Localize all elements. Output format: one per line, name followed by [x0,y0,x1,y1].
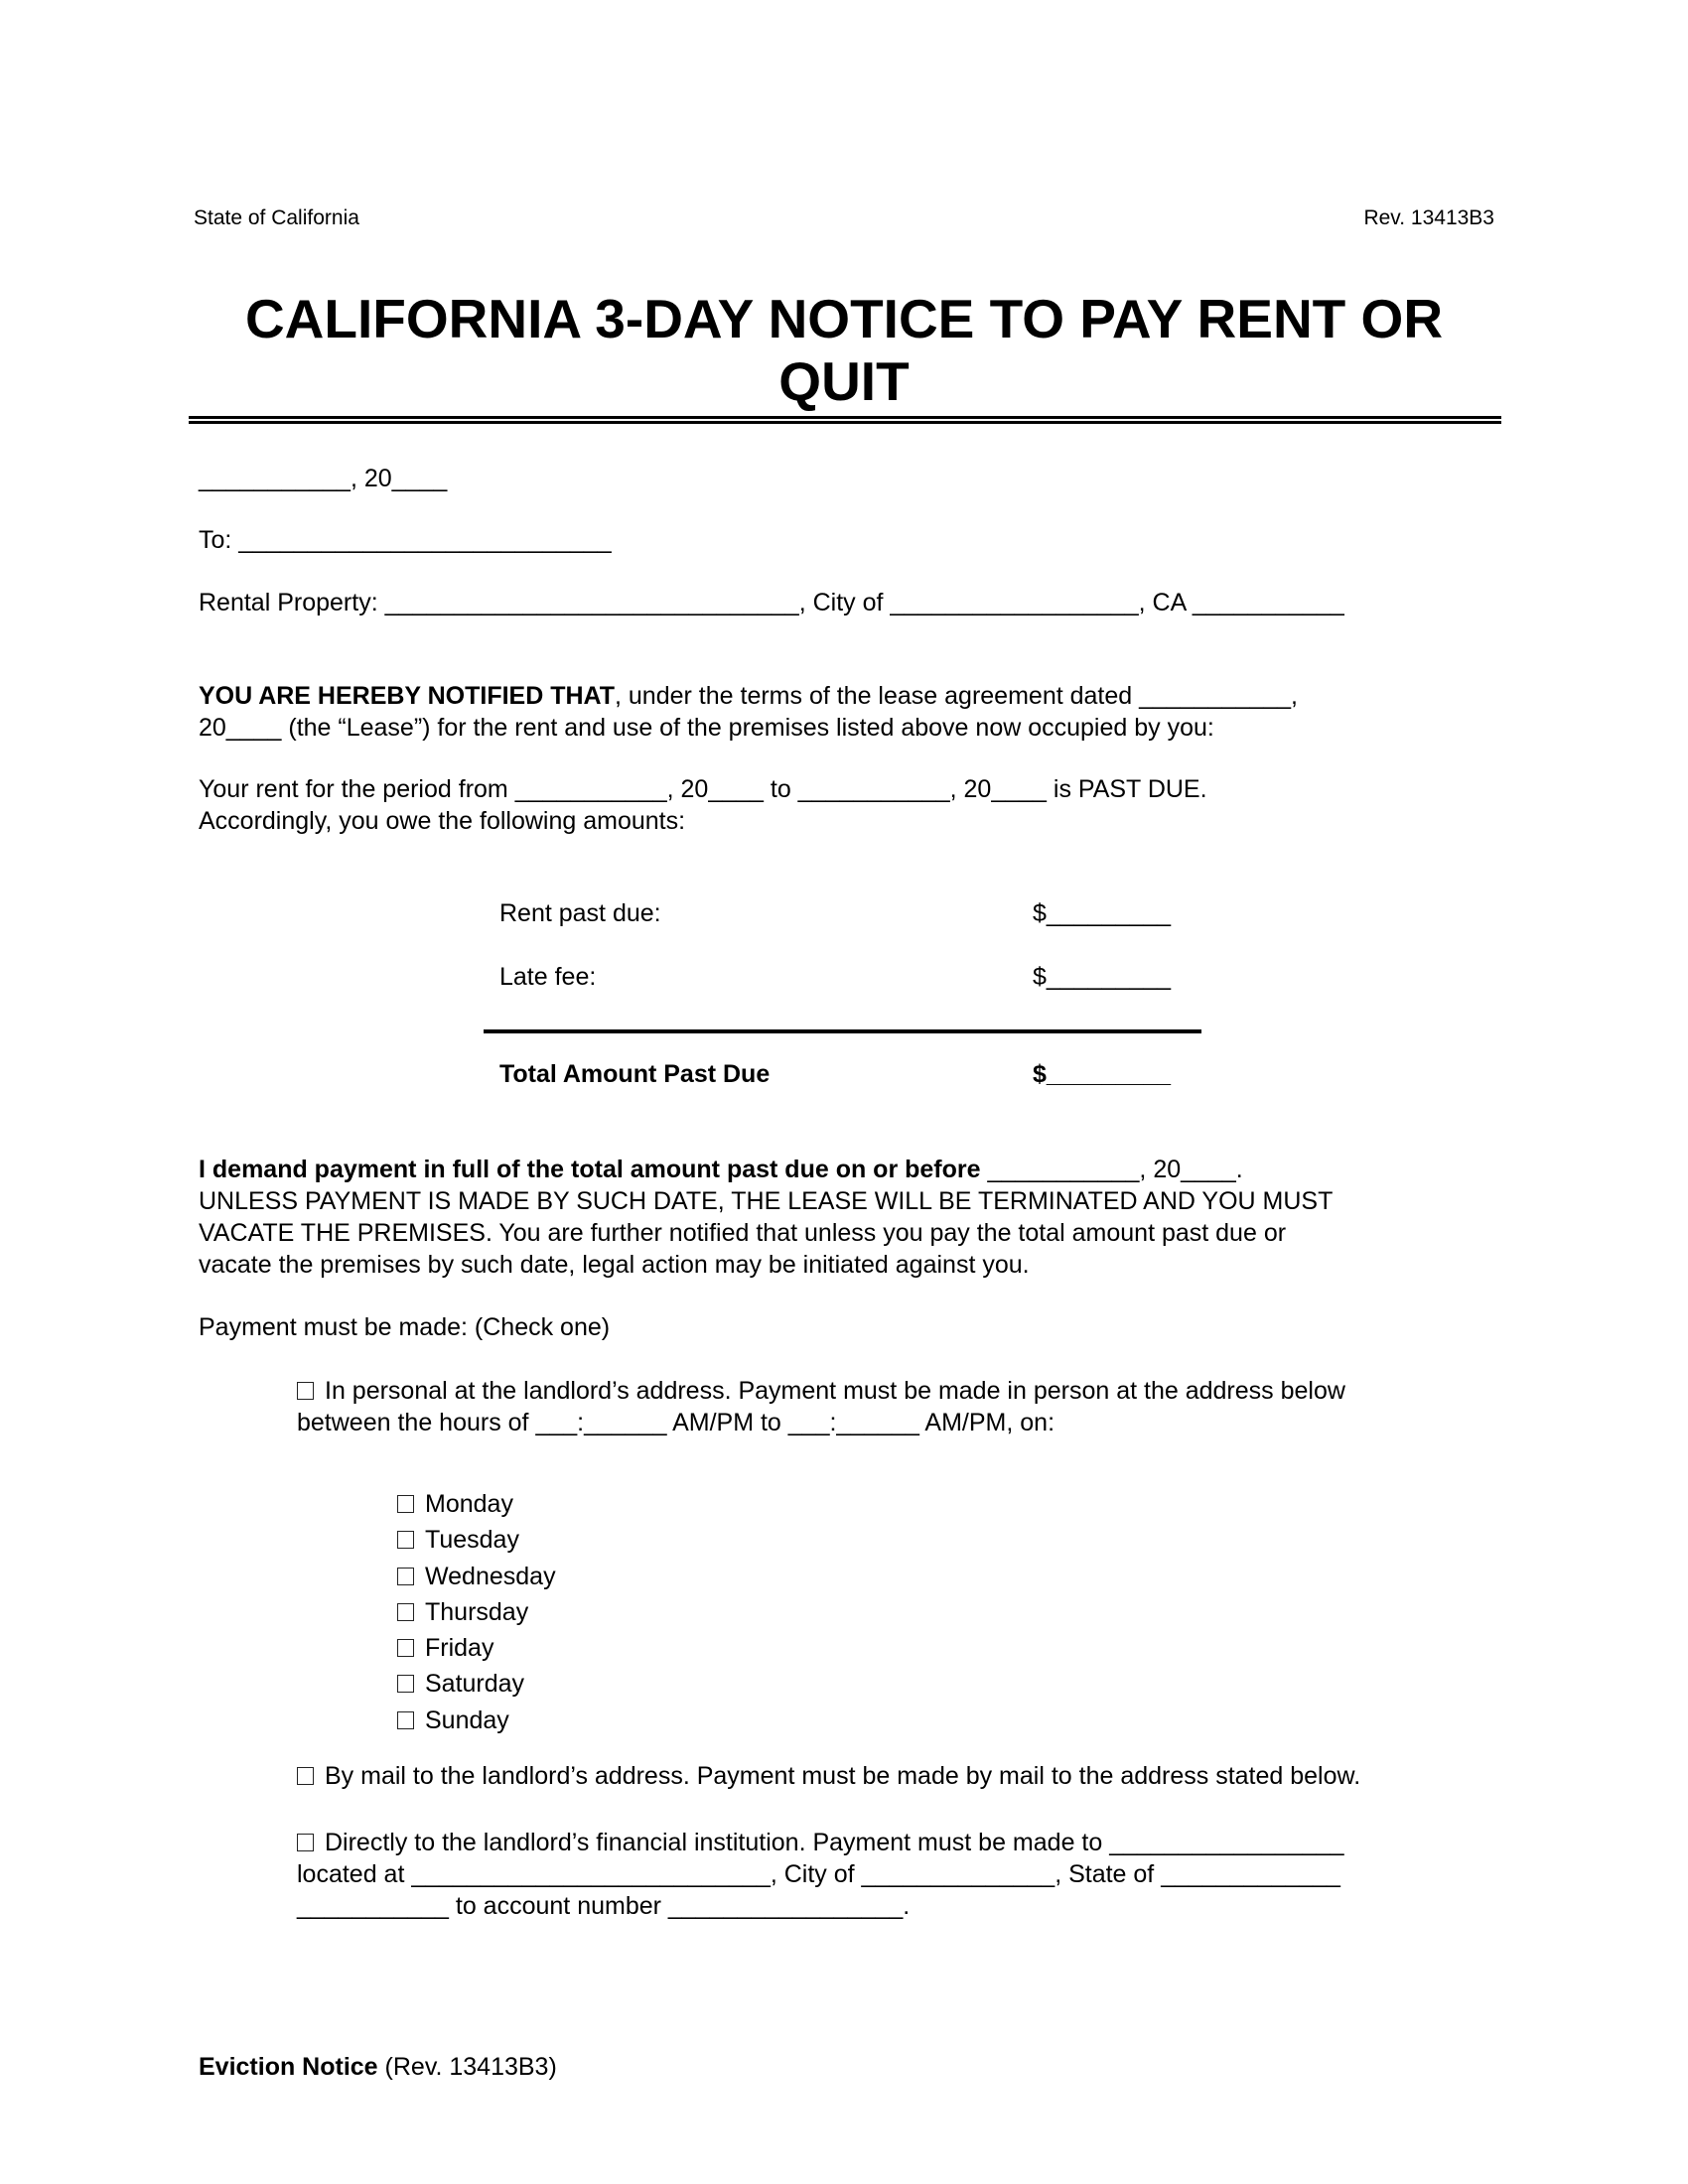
sunday-checkbox[interactable] [397,1711,414,1729]
to-field[interactable]: To: ___________________________ [199,526,612,554]
notice-lead: YOU ARE HEREBY NOTIFIED THAT [199,682,616,710]
day-label: Sunday [425,1706,509,1734]
title-line-2: QUIT [778,350,910,412]
day-label: Saturday [425,1670,525,1699]
in-person-line-1: In personal at the landlord’s address. Payment must be made in person at the address below [325,1377,1345,1405]
title-rule-bottom [189,421,1501,424]
financial-line-3[interactable]: ___________ to account number _________________. [297,1892,911,1920]
option-in-person [297,1375,1518,1438]
financial-line-2[interactable]: located at __________________________, City of ______________, State of _____________ [297,1860,1340,1888]
day-monday[interactable] [397,1486,556,1522]
option-by-mail [297,1760,1518,1792]
notice-line-1: , under the terms of the lease agreement dated ___________, [615,682,1299,710]
day-saturday[interactable] [397,1666,556,1702]
amounts-total-rule [484,1029,1201,1033]
header-state: State of California [194,206,359,229]
saturday-checkbox[interactable] [397,1675,414,1693]
footer-title: Eviction Notice [199,2053,378,2081]
date-field[interactable]: ___________, 20____ [199,465,448,492]
day-thursday[interactable] [397,1594,556,1630]
option-financial-institution [297,1827,1518,1922]
demand-line-4: vacate the premises by such date, legal action may be initiated against you. [199,1251,1030,1279]
by-mail-line-1: By mail to the landlord’s address. Payment must be made by mail to the address stated below. [325,1762,1361,1790]
days-checklist [397,1486,556,1738]
title-rule-top [189,416,1501,419]
demand-paragraph [199,1154,1509,1281]
day-label: Friday [425,1634,494,1663]
demand-lead: I demand payment in full of the total amount past due on or before [199,1156,981,1183]
title-line-1: CALIFORNIA 3-DAY NOTICE TO PAY RENT OR [244,288,1444,349]
late-fee-label: Late fee: [499,963,597,991]
wednesday-checkbox[interactable] [397,1568,414,1585]
rent-period-paragraph [199,773,1509,837]
footer-revision: (Rev. 13413B3) [377,2053,557,2081]
day-label: Monday [425,1490,513,1518]
monday-checkbox[interactable] [397,1495,414,1513]
late-fee-field[interactable]: $_________ [1033,963,1172,991]
demand-line-2: UNLESS PAYMENT IS MADE BY SUCH DATE, THE LEASE WILL BE TERMINATED AND YOU MUST [199,1187,1334,1215]
page-footer [199,2053,557,2082]
rent-past-due-field[interactable]: $_________ [1033,899,1172,927]
financial-line-1[interactable]: Directly to the landlord’s financial institution. Payment must be made to _________________ [325,1829,1344,1856]
document-title [189,288,1499,413]
header-revision: Rev. 13413B3 [1363,206,1494,229]
day-label: Tuesday [425,1526,519,1555]
rent-period-line-1[interactable]: Your rent for the period from ___________, 20____ to ___________, 20____ is PAST DUE. [199,775,1207,803]
demand-line-3: VACATE THE PREMISES. You are further notified that unless you pay the total amount past due or [199,1219,1287,1247]
friday-checkbox[interactable] [397,1639,414,1657]
day-label: Wednesday [425,1562,556,1590]
notice-paragraph [199,680,1509,744]
in-person-line-2[interactable]: between the hours of ___:______ AM/PM to ___:______ AM/PM, on: [297,1409,1055,1436]
demand-date-field[interactable]: ___________, 20____. [980,1156,1243,1183]
rental-property-field[interactable]: Rental Property: ______________________________, City of __________________, CA ___________ [199,589,1344,616]
day-label: Thursday [425,1597,529,1626]
thursday-checkbox[interactable] [397,1603,414,1621]
day-wednesday[interactable] [397,1559,556,1594]
in-person-checkbox[interactable] [297,1382,314,1400]
financial-institution-checkbox[interactable] [297,1834,314,1851]
notice-line-2: 20____ (the “Lease”) for the rent and use of the premises listed above now occupied by you: [199,714,1214,742]
by-mail-checkbox[interactable] [297,1767,314,1785]
tuesday-checkbox[interactable] [397,1531,414,1549]
day-sunday[interactable] [397,1703,556,1738]
rent-period-line-2: Accordingly, you owe the following amounts: [199,807,686,835]
total-field[interactable]: $_________ [1033,1060,1172,1088]
total-label: Total Amount Past Due [499,1060,771,1088]
payment-heading: Payment must be made: (Check one) [199,1313,611,1341]
day-friday[interactable] [397,1630,556,1666]
rent-past-due-label: Rent past due: [499,899,661,927]
day-tuesday[interactable] [397,1522,556,1558]
